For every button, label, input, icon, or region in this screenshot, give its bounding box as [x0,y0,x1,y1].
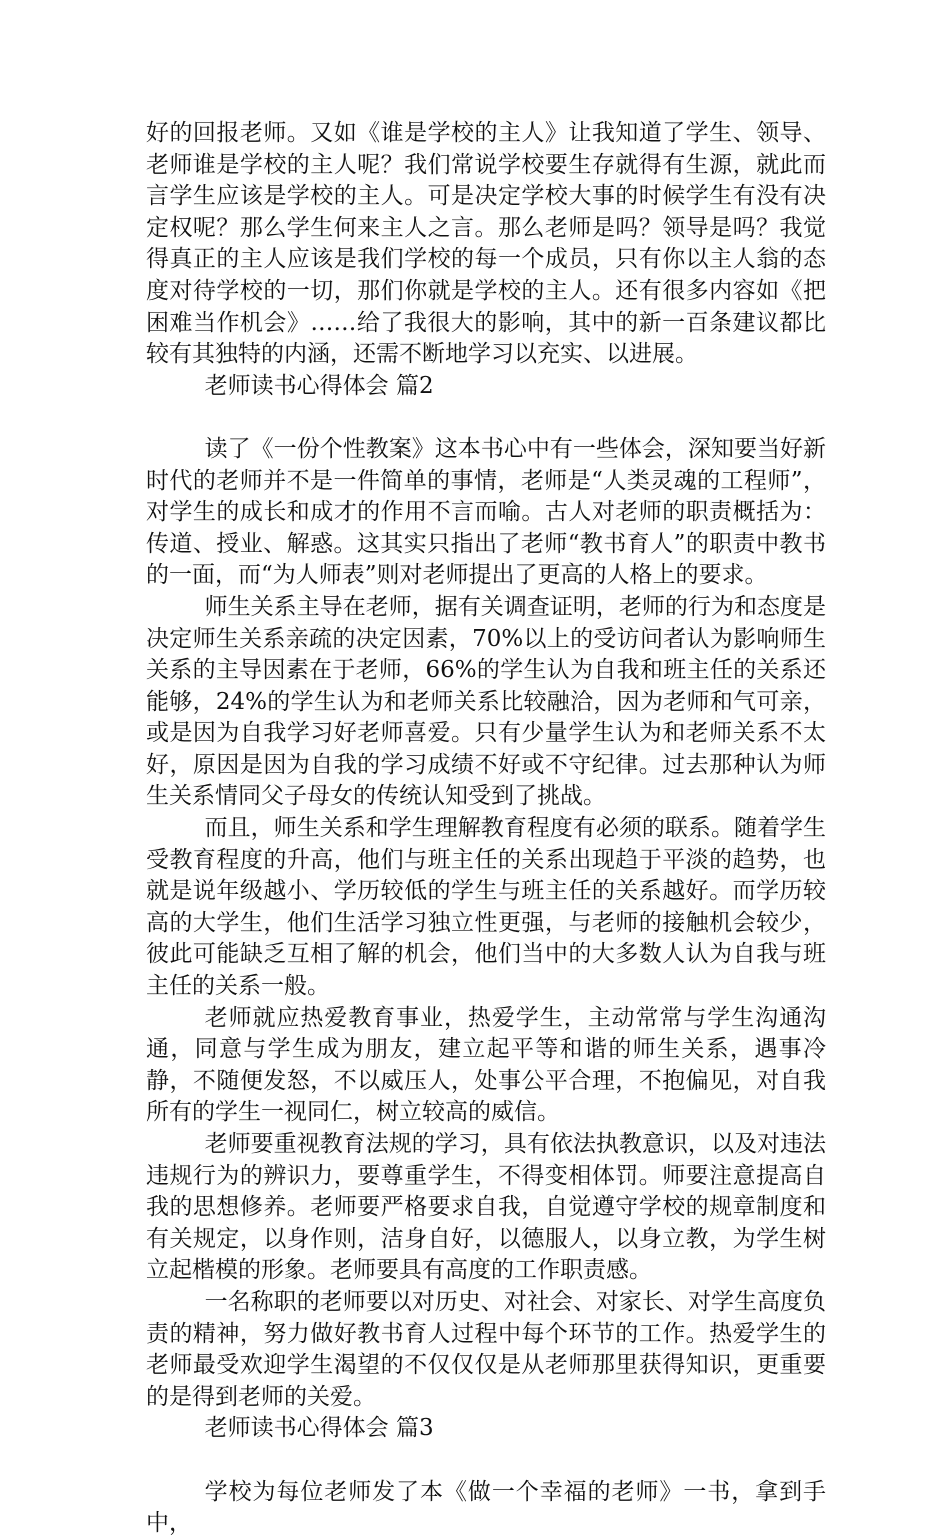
section-heading: 老师读书心得体会 篇3 [204,1415,434,1442]
section-heading: 老师读书心得体会 篇2 [204,372,434,399]
paragraph: 一名称职的老师要以对历史、对社会、对家长、对学生高度负责的精神，努力做好教书育人过程中每个环节的工作。热爱学生的老师最受欢迎学生渴望的不仅仅仅是从老师那里获得知识，更重要的是得到老师的关爱。 [146,1288,826,1410]
paragraph: 而且，师生关系和学生理解教育程度有必须的联系。随着学生受教育程度的升高，他们与班主任的关系出现趋于平淡的趋势，也就是说年级越小、学历较低的学生与班主任的关系越好。而学历较高的大学生，他们生活学习独立性更强，与老师的接触机会较少，彼此可能缺乏互相了解的机会，他们当中的大多数人认为自我与班主任的关系一般。 [146,815,826,1000]
paragraph: 读了《一份个性教案》这本书心中有一些体会，深知要当好新时代的老师并不是一件简单的事情，老师是“人类灵魂的工程师”，对学生的成长和成才的作用不言而喻。古人对老师的职责概括为：传道、授业、解惑。这其实只指出了老师“教书育人”的职责中教书的一面，而“为人师表”则对老师提出了更高的人格上的要求。 [146,435,826,589]
blank-line [146,1445,826,1477]
paragraph: 老师要重视教育法规的学习，具有依法执教意识，以及对违法违规行为的辨识力，要尊重学生，不得变相体罚。师要注意提高自我的思想修养。老师要严格要求自我，自觉遵守学校的规章制度和有关规定，以身作则，洁身自好，以德服人，以身立教，为学生树立起楷模的形象。老师要具有高度的工作职责感。 [146,1131,826,1284]
paragraph: 好的回报老师。又如《谁是学校的主人》让我知道了学生、领导、老师谁是学校的主人呢？我们常说学校要生存就得有生源，就此而言学生应该是学校的主人。可是决定学校大事的时候学生有没有决定权呢？那么学生何来主人之言。那么老师是吗？领导是吗？我觉得真正的主人应该是我们学校的每一个成员，只有你以主人翁的态度对待学校的一切，那们你就是学校的主人。还有很多内容如《把困难当作机会》……给了我很大的影响，其中的新一百条建议都比较有其独特的内涵，还需不断地学习以充实、以进展。 [146,120,826,368]
paragraph: 学校为每位老师发了本《做一个幸福的老师》一书，拿到手中， [146,1478,826,1537]
document-page [146,118,826,1540]
blank-line [146,402,826,434]
paragraph: 老师就应热爱教育事业，热爱学生，主动常常与学生沟通沟通，同意与学生成为朋友，建立起平等和谐的师生关系，遇事冷静，不随便发怒，不以威压人，处事公平合理，不抱偏见，对自我所有的学生一视同仁，树立较高的威信。 [146,1004,826,1126]
paragraph: 师生关系主导在老师，据有关调查证明，老师的行为和态度是决定师生关系亲疏的决定因素，70%以上的受访问者认为影响师生关系的主导因素在于老师，66%的学生认为自我和班主任的关系还能够，24%的学生认为和老师关系比较融洽，因为老师和气可亲，或是因为自我学习好老师喜爱。只有少量学生认为和老师关系不太好，原因是因为自我的学习成绩不好或不守纪律。过去那种认为师生关系情同父子母女的传统认知受到了挑战。 [146,593,826,810]
